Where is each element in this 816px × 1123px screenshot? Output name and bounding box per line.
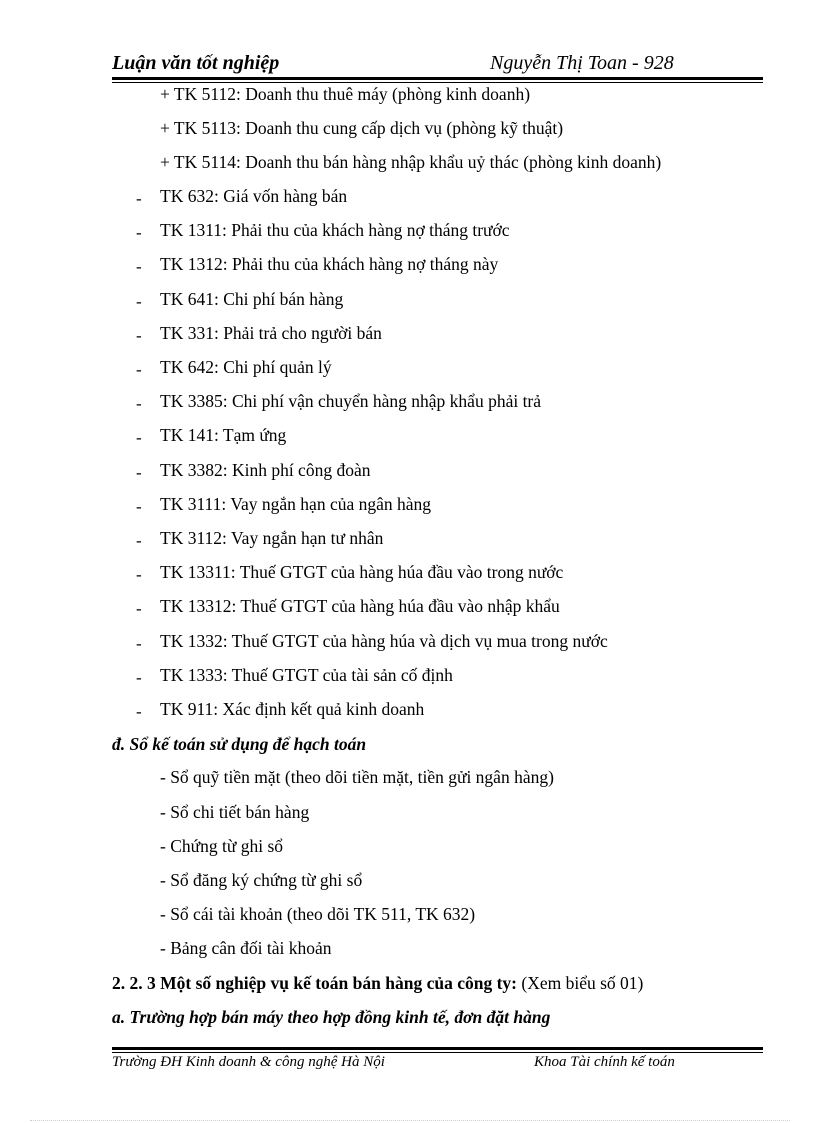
bullet-marker: ‐	[136, 565, 142, 584]
bullet-marker: ‐	[136, 326, 142, 345]
ledger-item: - Sổ chi tiết bán hàng	[160, 802, 310, 822]
bullet-marker: ‐	[136, 223, 142, 242]
ledger-item: - Chứng từ ghi sổ	[160, 836, 284, 856]
section-a-heading: a. Trường hợp bán máy theo hợp đồng kinh tế, đơn đặt hàng	[112, 1007, 551, 1027]
bullet-marker: ‐	[136, 599, 142, 618]
section-223-heading	[112, 972, 643, 994]
ledger-item: - Bảng cân đối tài khoản	[160, 938, 332, 958]
account-item: TK 1333: Thuế GTGT của tài sản cố định	[160, 665, 453, 685]
account-item: TK 642: Chi phí quản lý	[160, 357, 332, 377]
account-item: TK 141: Tạm ứng	[160, 425, 287, 445]
bullet-marker: ‐	[136, 463, 142, 482]
account-item: TK 1312: Phải thu của khách hàng nợ tháng này	[160, 254, 499, 274]
sub-account-item: + TK 5113: Doanh thu cung cấp dịch vụ (phòng kỹ thuật)	[160, 118, 564, 138]
bullet-marker: ‐	[136, 189, 142, 208]
bullet-marker: ‐	[136, 360, 142, 379]
account-item: TK 3111: Vay ngắn hạn của ngân hàng	[160, 494, 432, 514]
bullet-marker: ‐	[136, 292, 142, 311]
footer-university: Trường ĐH Kinh doanh & công nghệ Hà Nội	[112, 1054, 385, 1070]
account-item: TK 911: Xác định kết quả kinh doanh	[160, 699, 425, 719]
header-author: Nguyễn Thị Toan - 928	[490, 52, 674, 74]
bullet-marker: ‐	[136, 634, 142, 653]
header-thesis-title: Luận văn tốt nghiệp	[112, 52, 280, 74]
bullet-marker: ‐	[136, 394, 142, 413]
bullet-marker: ‐	[136, 428, 142, 447]
account-item: TK 632: Giá vốn hàng bán	[160, 186, 348, 206]
ledger-item: - Sổ quỹ tiền mặt (theo dõi tiền mặt, tiền gửi ngân hàng)	[160, 767, 554, 787]
account-item: TK 641: Chi phí bán hàng	[160, 289, 344, 309]
account-item: TK 3385: Chi phí vận chuyển hàng nhập khẩu phải trả	[160, 391, 542, 411]
bullet-marker: ‐	[136, 497, 142, 516]
page-header	[112, 50, 762, 80]
ledger-item: - Sổ cái tài khoản (theo dõi TK 511, TK 632)	[160, 904, 476, 924]
account-item: TK 331: Phải trả cho người bán	[160, 323, 382, 343]
ledger-item: - Sổ đăng ký chứng từ ghi sổ	[160, 870, 363, 890]
footer-rule	[112, 1047, 763, 1053]
sub-account-item: + TK 5114: Doanh thu bán hàng nhập khẩu uỷ thác (phòng kinh doanh)	[160, 152, 662, 172]
sub-account-item: + TK 5112: Doanh thu thuê máy (phòng kinh doanh)	[160, 84, 531, 104]
page-footer	[112, 1054, 762, 1071]
bullet-marker: ‐	[136, 702, 142, 721]
account-item: TK 3382: Kinh phí công đoàn	[160, 460, 371, 480]
account-item: TK 3112: Vay ngắn hạn tư nhân	[160, 528, 384, 548]
footer-faculty: Khoa Tài chính kế toán	[534, 1054, 675, 1070]
bullet-marker: ‐	[136, 668, 142, 687]
page-bottom-divider	[30, 1120, 790, 1121]
bullet-marker: ‐	[136, 531, 142, 550]
section-223-title: 2. 2. 3 Một số nghiệp vụ kế toán bán hàng của công ty:	[112, 973, 517, 993]
section-d-heading: đ. Sổ kế toán sử dụng để hạch toán	[112, 734, 367, 754]
account-item: TK 1311: Phải thu của khách hàng nợ tháng trước	[160, 220, 510, 240]
account-item: TK 13311: Thuế GTGT của hàng húa đầu vào trong nước	[160, 562, 564, 582]
account-item: TK 13312: Thuế GTGT của hàng húa đầu vào nhập khẩu	[160, 596, 560, 616]
account-item: TK 1332: Thuế GTGT của hàng húa và dịch vụ mua trong nước	[160, 631, 608, 651]
bullet-marker: ‐	[136, 257, 142, 276]
section-223-reference: (Xem biểu số 01)	[517, 973, 644, 993]
